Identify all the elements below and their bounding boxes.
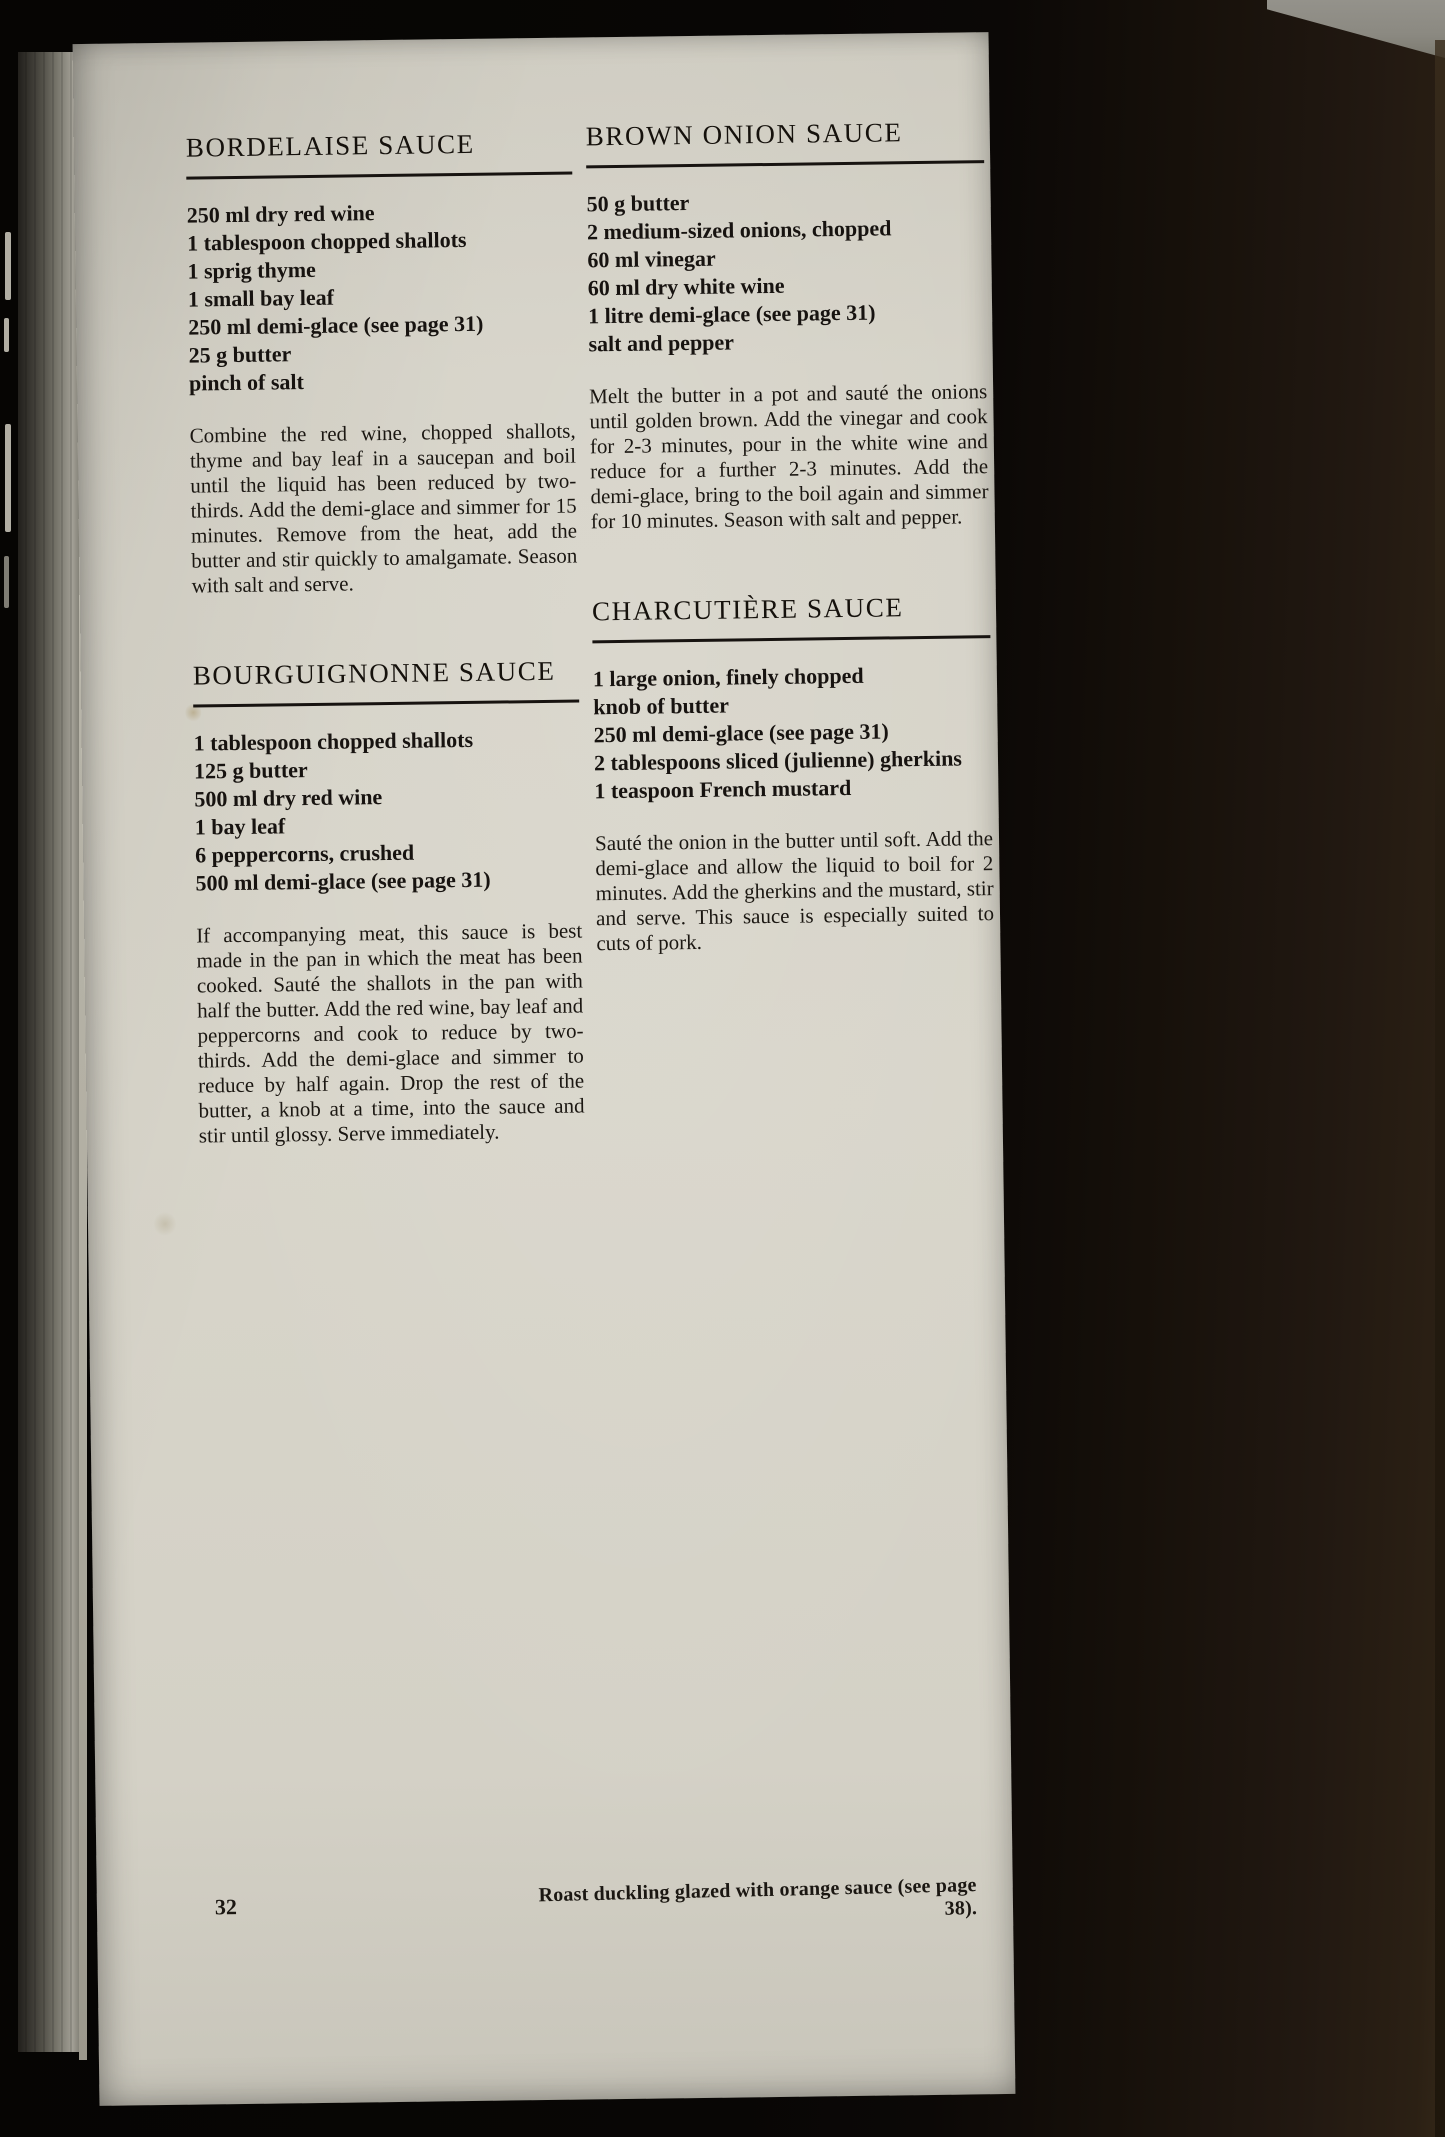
ingredient-item: 60 ml dry white wine	[587, 272, 785, 301]
ingredient-item: 1 teaspoon French mustard	[594, 774, 852, 804]
title-underline	[586, 160, 984, 168]
ingredient-item: 250 ml demi-glace (see page 31)	[188, 310, 484, 340]
ingredient-item: 500 ml dry red wine	[194, 784, 383, 812]
ingredient-item: 1 large onion, finely chopped	[592, 662, 864, 692]
ingredients-list	[593, 660, 993, 805]
ingredient-item: 1 small bay leaf	[187, 284, 335, 312]
recipe-bordelaise	[186, 126, 578, 599]
ingredients-list	[587, 185, 987, 358]
recipe-title-bourguignonne: BOURGUIGNONNE SAUCE	[192, 655, 556, 691]
ingredient-item: 6 peppercorns, crushed	[195, 839, 415, 868]
recipe-bourguignonne	[193, 654, 585, 1149]
ingredient-item: 60 ml vinegar	[587, 245, 716, 273]
ingredient-item: 2 tablespoons sliced (julienne) gherkins	[593, 745, 963, 776]
title-underline	[186, 172, 572, 180]
ingredient-item: 125 g butter	[193, 757, 308, 784]
book-cover-right-edge	[1435, 40, 1445, 2137]
ingredient-item: 500 ml demi-glace (see page 31)	[195, 866, 491, 896]
cookbook-page	[73, 32, 1016, 2106]
ingredient-item: knob of butter	[593, 692, 730, 720]
ingredient-item: 25 g butter	[188, 341, 292, 368]
ingredient-item: salt and pepper	[588, 329, 735, 357]
ingredient-item: 1 tablespoon chopped shallots	[193, 726, 474, 756]
method-paragraph: Melt the butter in a pot and sauté the onions until golden brown. Add the vinegar and cook for 2-3 minutes, pour in the white wine and reduce for a further 2-3 minutes. Add the demi-glace, bring to the boil again and simmer for 10 minutes. Season with salt and pepper.	[589, 379, 989, 534]
method-paragraph: Combine the red wine, chopped shallots, thyme and bay leaf in a saucepan and boil until the liquid has been reduced by two-thirds. Add the demi-glace and simmer for 15 minutes. Remove from the heat, add the butter and stir quickly to amalgamate. Season with salt and serve.	[189, 418, 578, 598]
ingredient-item: 250 ml dry red wine	[186, 200, 375, 228]
ingredient-item: 1 litre demi-glace (see page 31)	[587, 299, 876, 329]
ingredient-item: 1 sprig thyme	[187, 256, 317, 284]
page-edge-glint	[4, 318, 9, 352]
right-column	[586, 114, 995, 956]
ingredient-item: 1 tablespoon chopped shallots	[186, 226, 467, 256]
left-column	[186, 126, 585, 1149]
ingredient-item: pinch of salt	[188, 369, 305, 396]
ingredient-item: 1 bay leaf	[194, 813, 286, 840]
ingredient-item: 250 ml demi-glace (see page 31)	[593, 718, 889, 748]
recipe-charcutiere	[592, 589, 995, 956]
ingredient-item: 50 g butter	[586, 190, 690, 217]
title-underline	[592, 635, 990, 643]
page-edge-glint	[5, 424, 11, 532]
page-edge-glint	[5, 232, 11, 300]
recipe-title-brown-onion: BROWN ONION SAUCE	[585, 117, 903, 152]
ingredients-list	[194, 725, 582, 898]
title-underline	[193, 700, 579, 708]
stacked-page-edges	[18, 52, 80, 2052]
ingredient-item: 2 medium-sized onions, chopped	[586, 215, 892, 245]
photo-caption: Roast duckling glazed with orange sauce (see page 38).	[538, 1874, 978, 1920]
page-number: 32	[214, 1894, 238, 1920]
page-stain	[154, 1211, 176, 1237]
page-edge-glint	[4, 556, 9, 608]
ingredients-list	[187, 197, 576, 398]
method-paragraph: Sauté the onion in the butter until soft. Add the demi-glace and allow the liquid to boil for 2 minutes. Add the gherkins and the mustard, stir and serve. This sauce is especially suited to cuts of pork.	[594, 826, 995, 956]
method-paragraph: If accompanying meat, this sauce is best made in the pan in which the meat has been cooked. Sauté the shallots in the pan with half the butter. Add the red wine, bay leaf and peppercorns and cook to reduce by two-thirds. Add the demi-glace and simmer to reduce by half again. Drop the rest of the butter, a knob at a time, into the sauce and stir until glossy. Serve immediately.	[196, 918, 585, 1148]
recipe-title-charcutiere: CHARCUTIÈRE SAUCE	[591, 592, 904, 627]
recipe-brown-onion	[586, 114, 989, 534]
recipe-title-bordelaise: BORDELAISE SAUCE	[185, 128, 475, 163]
